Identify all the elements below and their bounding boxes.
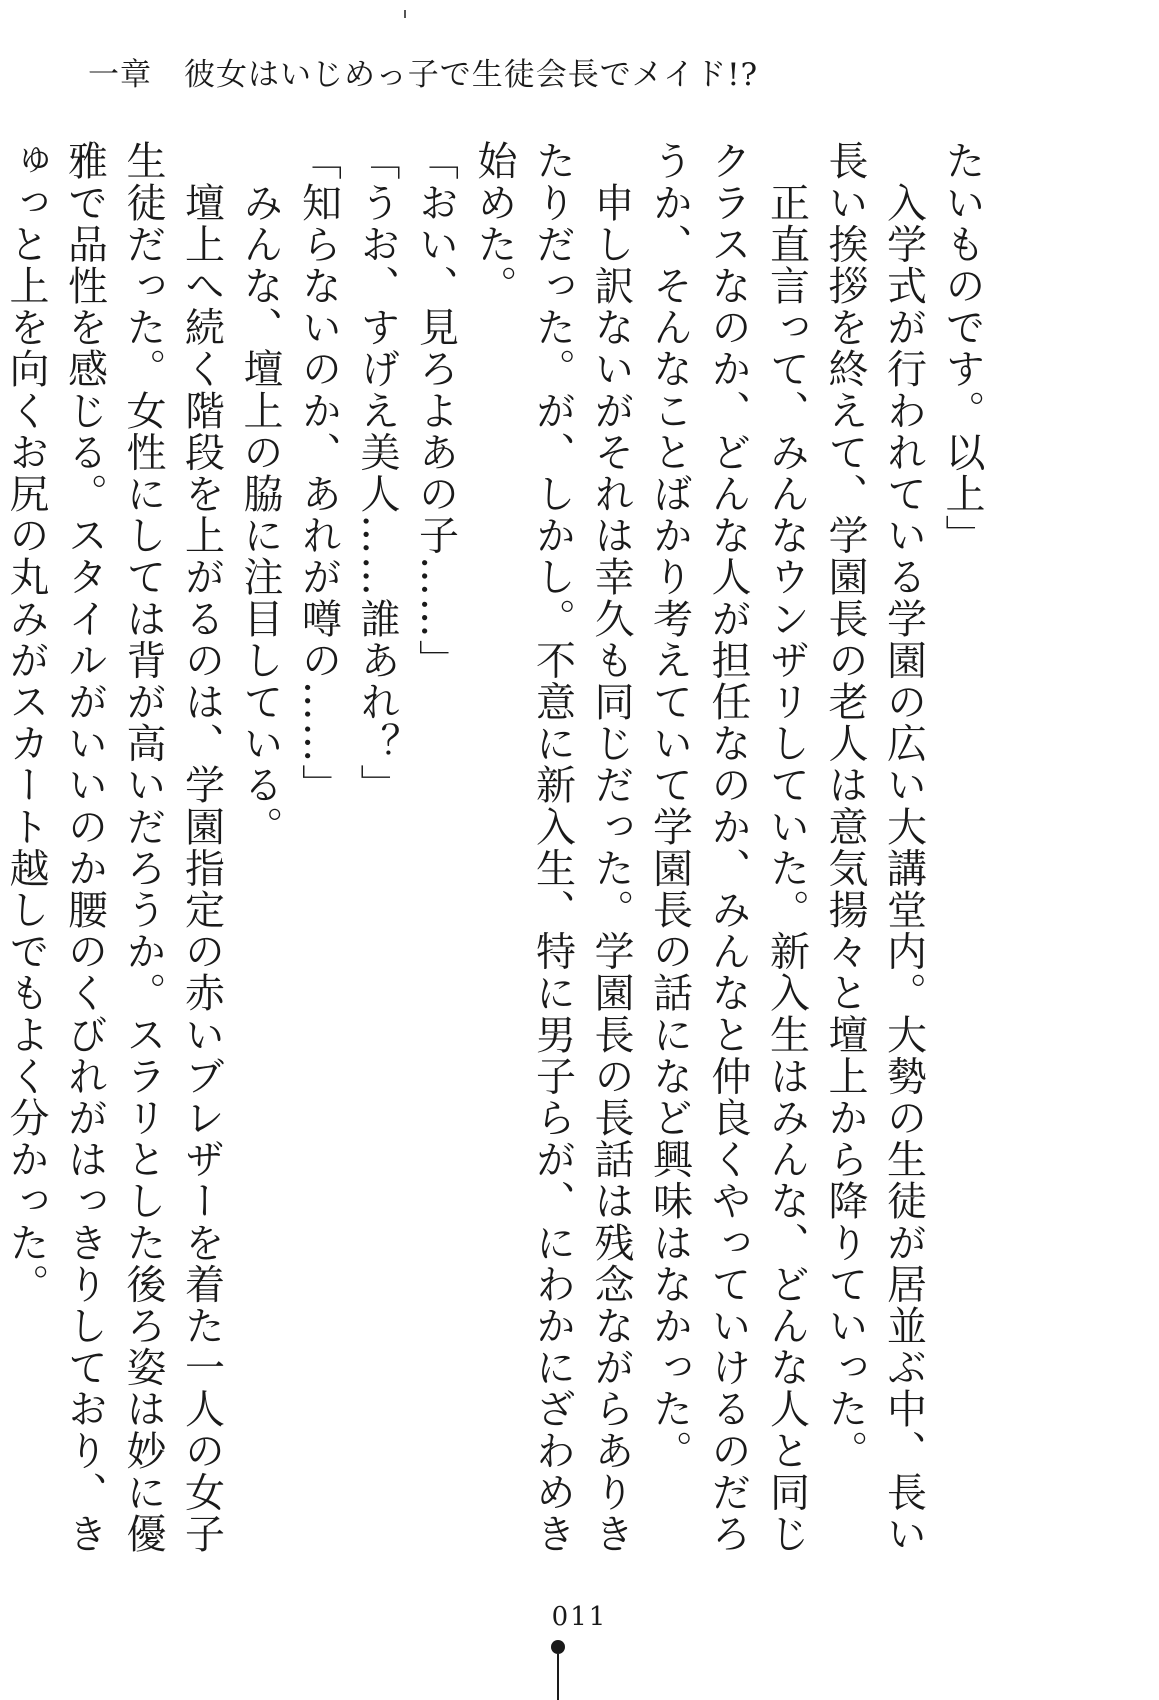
paragraph: 正直言って、みんなウンザリしていた。新入生はみんな、どんな人と同じクラスなのか、どんな人が担任なのか、みんなと仲良くやっていけるのだろうか、そんなことばかり考えていて学園長の話になど興味はなかった。 — [646, 140, 810, 1555]
dialogue-line: 「おい、見ろよあの子……」 — [412, 140, 459, 681]
paragraph: 申し訳ないがそれは幸久も同じだった。学園長の長話は残念ながらありきたりだった。が、しかし。不意に新入生、特に男子らが、にわかにざわめき始めた。 — [471, 140, 634, 1555]
paragraph: 壇上へ続く階段を上がるのは、学園指定の赤いブレザーを着た一人の女子生徒だった。女性にしては背が高いだろうか。スラリとした後ろ姿は妙に優雅で品性を感じる。スタイルがいいのか腰のくびれがはっきりしており、きゅっと上を向くお尻の丸みがスカート越しでもよく分かった。 — [3, 140, 225, 1555]
paragraph: みんな、壇上の脇に注目している。 — [237, 140, 283, 848]
paragraph: 入学式が行われている学園の広い大講堂内。大勢の生徒が居並ぶ中、長い長い挨拶を終えて、学園長の老人は意気揚々と壇上から降りていった。 — [822, 140, 927, 1555]
running-header: 一章 彼女はいじめっ子で生徒会長でメイド!? — [88, 57, 759, 93]
paragraph: たいものです。以上」 — [939, 140, 985, 556]
dialogue-line: 「知らないのか、あれが噂の……」 — [295, 140, 342, 806]
folio-dot-ornament — [551, 1640, 565, 1654]
body-text — [3, 140, 991, 1560]
page-number: 011 — [551, 1602, 608, 1632]
dialogue-line: 「うお、すげえ美人……誰あれ？」 — [354, 140, 400, 806]
folio-rule-ornament — [557, 1654, 559, 1700]
top-tick-mark — [404, 10, 406, 18]
